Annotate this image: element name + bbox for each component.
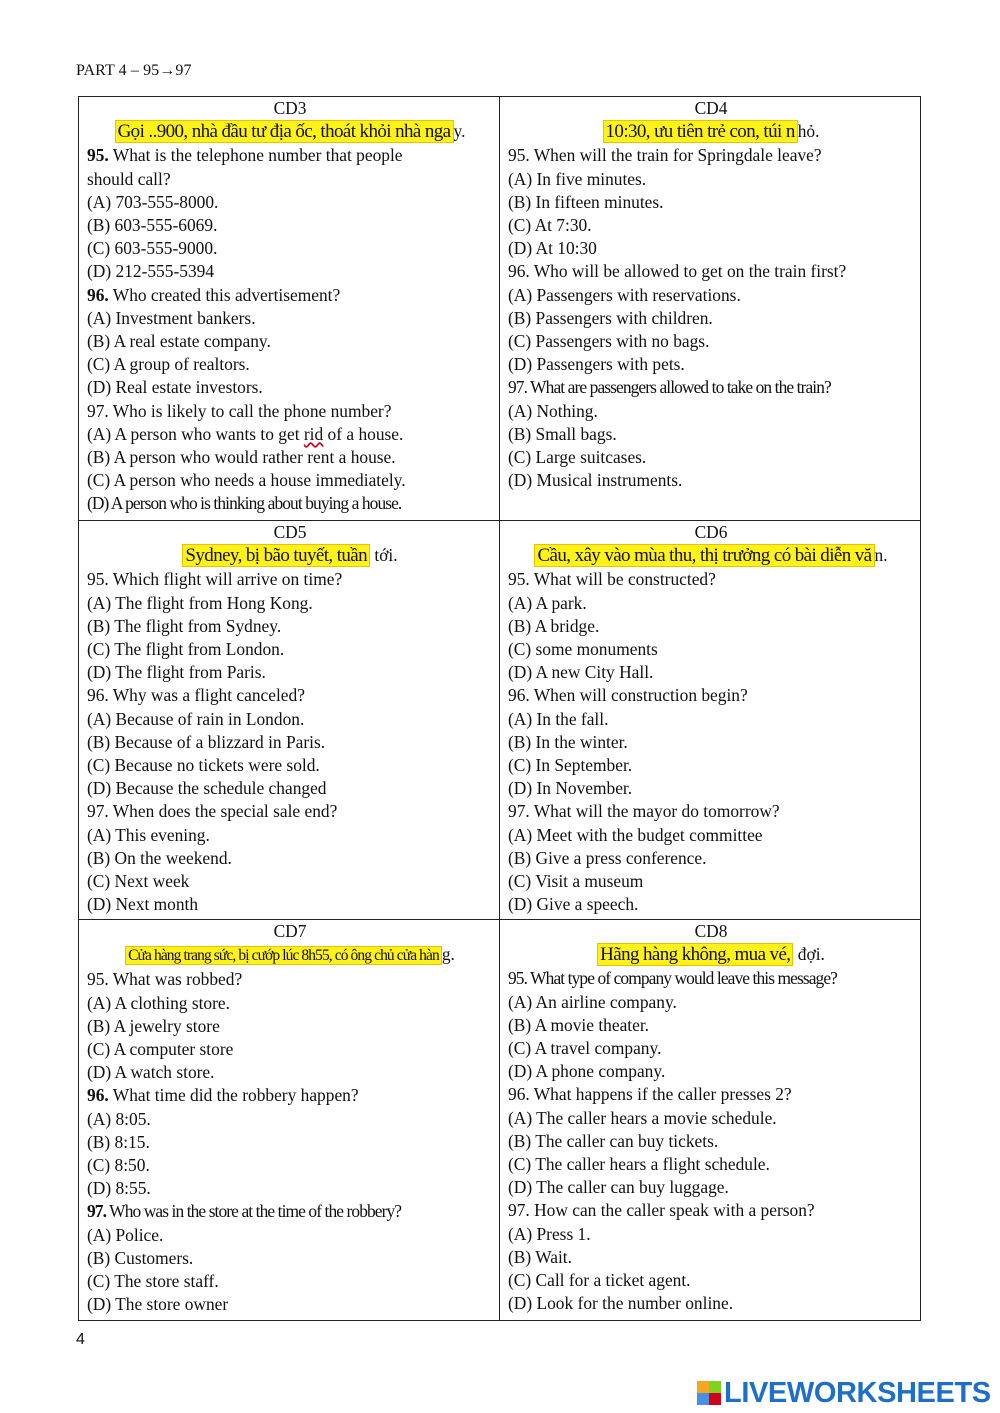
hint-tail: g. (441, 944, 455, 965)
line-text: 95. When will the train for Springdale leave? (508, 145, 822, 166)
question-number: 96. (87, 1085, 109, 1106)
line-text: (A) The flight from Hong Kong. (87, 592, 313, 613)
logo-text: LIVEWORKSHEETS (724, 1377, 991, 1409)
line-text: (B) 603-555-6069. (87, 215, 218, 236)
question-line (508, 469, 914, 492)
line-text: 96. What happens if the caller presses 2? (508, 1084, 792, 1105)
line-text: (C) Passengers with no bags. (508, 331, 710, 352)
line-text: (B) Wait. (508, 1246, 572, 1267)
question-line (87, 615, 493, 638)
line-text: (C) Next week (87, 871, 190, 892)
question-line (87, 376, 493, 399)
line-text: (D) Give a speech. (508, 894, 639, 915)
line-text: What time did the robbery happen? (108, 1085, 359, 1106)
logo-mark-square (697, 1381, 709, 1393)
question-line (508, 1223, 914, 1246)
highlighted-hint: Hãng hàng không, mua vé, (597, 943, 793, 966)
question-line (508, 1037, 914, 1060)
cell-cd6 (500, 521, 921, 920)
question-line (508, 446, 914, 469)
line-text: 96. Who will be allowed to get on the train first? (508, 261, 847, 282)
question-line (87, 469, 493, 492)
question-line (87, 824, 493, 847)
question-line (508, 1246, 914, 1269)
highlighted-hint: Cầu, xây vào mùa thu, thị trưởng có bài diễn vă (534, 544, 874, 567)
line-text: (A) A person who wants to get (87, 423, 304, 444)
line-text: (C) A travel company. (508, 1038, 662, 1059)
line-text: 95. What type of company would leave this message? (508, 968, 837, 989)
line-text: (B) On the weekend. (87, 847, 232, 868)
line-text: 97. How can the caller speak with a person? (508, 1200, 815, 1221)
line-text: (D) A new City Hall. (508, 662, 654, 683)
line-text: (A) 703-555-8000. (87, 191, 219, 212)
line-text: (D) Musical instruments. (508, 470, 683, 491)
question-line (87, 800, 493, 823)
question-line (87, 847, 493, 870)
question-line (87, 592, 493, 615)
line-text: (B) Give a press conference. (508, 847, 707, 868)
question-line (87, 731, 493, 754)
question-line (508, 568, 914, 591)
line-text: (B) Small bags. (508, 423, 617, 444)
cd-title: CD7 (273, 921, 307, 941)
question-line (508, 967, 914, 990)
line-text: (B) A jewelry store (87, 1015, 220, 1036)
question-line (87, 684, 493, 707)
line-text: (C) Because no tickets were sold. (87, 755, 320, 776)
cell-cd7 (79, 920, 500, 1321)
question-line (87, 708, 493, 731)
line-text: 95. Which flight will arrive on time? (87, 569, 343, 590)
question-line (508, 237, 914, 260)
question-number: 95. (87, 145, 109, 166)
question-line (508, 1176, 914, 1199)
line-text: (A) A clothing store. (87, 992, 230, 1013)
question-line (87, 1177, 493, 1200)
question-line (508, 991, 914, 1014)
liveworksheets-logo[interactable] (697, 1378, 991, 1408)
question-line (508, 638, 914, 661)
question-line (87, 191, 493, 214)
question-line (87, 1015, 493, 1038)
question-line (87, 423, 493, 446)
hint-line (87, 120, 493, 143)
question-line (508, 214, 914, 237)
line-text: (D) A watch store. (87, 1062, 215, 1083)
cd-title: CD8 (694, 921, 728, 941)
line-text: (D) The flight from Paris. (87, 662, 266, 683)
line-text: (D) A phone company. (508, 1061, 666, 1082)
logo-mark-icon (697, 1381, 721, 1405)
line-text: 95. What was robbed? (87, 969, 243, 990)
line-text: (A) Because of rain in London. (87, 708, 305, 729)
question-line (508, 376, 914, 399)
line-text: (A) Meet with the budget committee (508, 824, 763, 845)
question-line (508, 824, 914, 847)
question-line (87, 307, 493, 330)
question-line (508, 847, 914, 870)
question-line (508, 1292, 914, 1315)
hint-tail: n. (874, 545, 888, 566)
line-text: (A) Press 1. (508, 1223, 591, 1244)
question-line (87, 661, 493, 684)
question-line (87, 1038, 493, 1061)
line-text: (B) Passengers with children. (508, 307, 713, 328)
question-line (508, 777, 914, 800)
line-text: (D) In November. (508, 778, 633, 799)
line-text: 96. When will construction begin? (508, 685, 748, 706)
line-text: (D) The store owner (87, 1294, 229, 1315)
question-line (508, 615, 914, 638)
question-line (87, 1200, 493, 1223)
question-line (508, 330, 914, 353)
question-line (508, 144, 914, 167)
question-line (508, 893, 914, 916)
question-line (87, 1131, 493, 1154)
cd-title: CD4 (694, 98, 728, 118)
line-text: (D) Because the schedule changed (87, 778, 327, 799)
line-text: Who was in the store at the time of the robbery? (106, 1201, 402, 1222)
line-text: (D) The caller can buy luggage. (508, 1177, 729, 1198)
question-line (508, 754, 914, 777)
part-heading: PART 4 – 95→97 (76, 62, 192, 79)
hint-tail: y. (453, 121, 466, 142)
question-line (87, 992, 493, 1015)
question-line (87, 777, 493, 800)
question-line (87, 353, 493, 376)
question-line (508, 800, 914, 823)
hint-tail: hỏ. (797, 121, 820, 142)
cell-cd5 (79, 521, 500, 920)
hint-line (508, 120, 914, 143)
line-text: (C) Visit a museum (508, 871, 644, 892)
line-text: (C) The store staff. (87, 1271, 219, 1292)
line-text: (D) At 10:30 (508, 238, 597, 259)
line-text: (B) Customers. (87, 1247, 194, 1268)
question-line (87, 1108, 493, 1131)
page-number: 4 (76, 1331, 85, 1348)
question-line (87, 968, 493, 991)
line-text: (B) In fifteen minutes. (508, 191, 664, 212)
line-text: (C) Call for a ticket agent. (508, 1270, 691, 1291)
line-text: What is the telephone number that people (108, 145, 403, 166)
question-line (508, 731, 914, 754)
line-text: (A) The caller hears a movie schedule. (508, 1107, 777, 1128)
question-line (87, 1061, 493, 1084)
line-text: (A) A park. (508, 592, 587, 613)
logo-mark-square (709, 1393, 721, 1405)
line-text: (C) A group of realtors. (87, 354, 250, 375)
question-line (508, 684, 914, 707)
question-line (87, 237, 493, 260)
question-line (87, 446, 493, 469)
line-text: 97. Who is likely to call the phone number? (87, 400, 392, 421)
line-text: (D) Passengers with pets. (508, 354, 685, 375)
question-line (87, 260, 493, 283)
hint-line (508, 943, 914, 966)
question-line (87, 492, 493, 515)
line-text: (D) 212-555-5394 (87, 261, 215, 282)
line-text: (D) Real estate investors. (87, 377, 263, 398)
line-text: (D) Next month (87, 894, 199, 915)
cell-cd4 (500, 97, 921, 521)
line-text: (C) A person who needs a house immediately. (87, 470, 406, 491)
question-line (87, 168, 493, 191)
line-text: should call? (87, 168, 171, 189)
line-text: of a house. (323, 423, 404, 444)
hint-tail: đợi. (793, 944, 825, 965)
line-text: (B) A bridge. (508, 615, 600, 636)
question-line (508, 1060, 914, 1083)
question-line (508, 708, 914, 731)
line-text: Who created this advertisement? (108, 284, 341, 305)
line-text: 97. When does the special sale end? (87, 801, 338, 822)
question-line (87, 144, 493, 167)
line-text: (A) An airline company. (508, 991, 677, 1012)
question-line (508, 1014, 914, 1037)
question-line (508, 1107, 914, 1130)
question-line (508, 400, 914, 423)
question-line (508, 423, 914, 446)
question-line (87, 284, 493, 307)
line-text: (B) A real estate company. (87, 331, 271, 352)
line-text: (A) In five minutes. (508, 168, 647, 189)
question-line (87, 330, 493, 353)
line-text: (A) This evening. (87, 824, 210, 845)
line-text: (C) In September. (508, 755, 633, 776)
line-text: (C) The flight from London. (87, 639, 285, 660)
question-line (508, 1199, 914, 1222)
question-number: 97. (87, 1201, 107, 1222)
question-line (508, 1269, 914, 1292)
question-line (87, 1224, 493, 1247)
question-line (508, 191, 914, 214)
question-line (508, 284, 914, 307)
question-line (87, 1270, 493, 1293)
question-line (87, 1293, 493, 1316)
question-line (87, 400, 493, 423)
line-text: (C) some monuments (508, 639, 658, 660)
line-text: (B) 8:15. (87, 1131, 150, 1152)
question-line (508, 168, 914, 191)
logo-mark-square (709, 1381, 721, 1393)
question-line (508, 1153, 914, 1176)
line-text: (C) The caller hears a flight schedule. (508, 1154, 770, 1175)
line-text: (A) 8:05. (87, 1108, 151, 1129)
line-text: (C) At 7:30. (508, 215, 592, 236)
line-text: (D) A person who is thinking about buying a house. (87, 493, 402, 514)
line-text: (B) In the winter. (508, 731, 628, 752)
question-line (508, 661, 914, 684)
question-line (508, 1083, 914, 1106)
cell-cd3 (79, 97, 500, 521)
spellcheck-word: rid (303, 423, 324, 444)
question-line (87, 754, 493, 777)
highlighted-hint: Gọi ..900, nhà đầu tư địa ốc, thoát khỏi nhà nga (115, 120, 454, 143)
question-line (87, 568, 493, 591)
question-number: 96. (87, 284, 109, 305)
line-text: (B) A movie theater. (508, 1014, 650, 1035)
line-text: (D) Look for the number online. (508, 1293, 734, 1314)
cell-cd8 (500, 920, 921, 1321)
question-line (508, 592, 914, 615)
line-text: (A) Police. (87, 1224, 164, 1245)
line-text: (C) 603-555-9000. (87, 238, 218, 259)
question-line (87, 1154, 493, 1177)
question-line (87, 893, 493, 916)
hint-line (508, 544, 914, 567)
question-line (508, 260, 914, 283)
line-text: 96. Why was a flight canceled? (87, 685, 305, 706)
line-text: (C) Large suitcases. (508, 447, 647, 468)
line-text: (B) The flight from Sydney. (87, 615, 282, 636)
line-text: (A) Passengers with reservations. (508, 284, 741, 305)
question-line (508, 870, 914, 893)
line-text: (A) In the fall. (508, 708, 609, 729)
cd-title: CD3 (273, 98, 307, 118)
line-text: (B) A person who would rather rent a house. (87, 447, 396, 468)
hint-line (87, 943, 493, 967)
line-text: (C) 8:50. (87, 1155, 150, 1176)
highlighted-hint: Cửa hàng trang sức, bị cướp lúc 8h55, có ông chủ cửa hàn (125, 946, 442, 965)
line-text: (D) 8:55. (87, 1178, 151, 1199)
line-text: 95. What will be constructed? (508, 569, 716, 590)
cd-title: CD5 (273, 522, 307, 542)
question-line (87, 1084, 493, 1107)
cd-title: CD6 (694, 522, 728, 542)
line-text: (B) Because of a blizzard in Paris. (87, 731, 326, 752)
line-text: 97. What are passengers allowed to take on the train? (508, 377, 831, 398)
question-line (508, 1130, 914, 1153)
question-line (87, 638, 493, 661)
highlighted-hint: 10:30, ưu tiên trẻ con, túi n (603, 120, 798, 143)
highlighted-hint: Sydney, bị bão tuyết, tuần (182, 544, 370, 567)
question-grid (78, 96, 921, 1321)
question-line (508, 307, 914, 330)
question-line (508, 353, 914, 376)
line-text: (A) Nothing. (508, 400, 598, 421)
hint-line (87, 544, 493, 567)
question-line (87, 870, 493, 893)
line-text: (B) The caller can buy tickets. (508, 1130, 719, 1151)
question-line (87, 1247, 493, 1270)
hint-tail: tới. (370, 545, 398, 566)
line-text: (C) A computer store (87, 1039, 234, 1060)
question-line (87, 214, 493, 237)
line-text: (A) Investment bankers. (87, 307, 256, 328)
logo-mark-square (697, 1393, 709, 1405)
line-text: 97. What will the mayor do tomorrow? (508, 801, 780, 822)
